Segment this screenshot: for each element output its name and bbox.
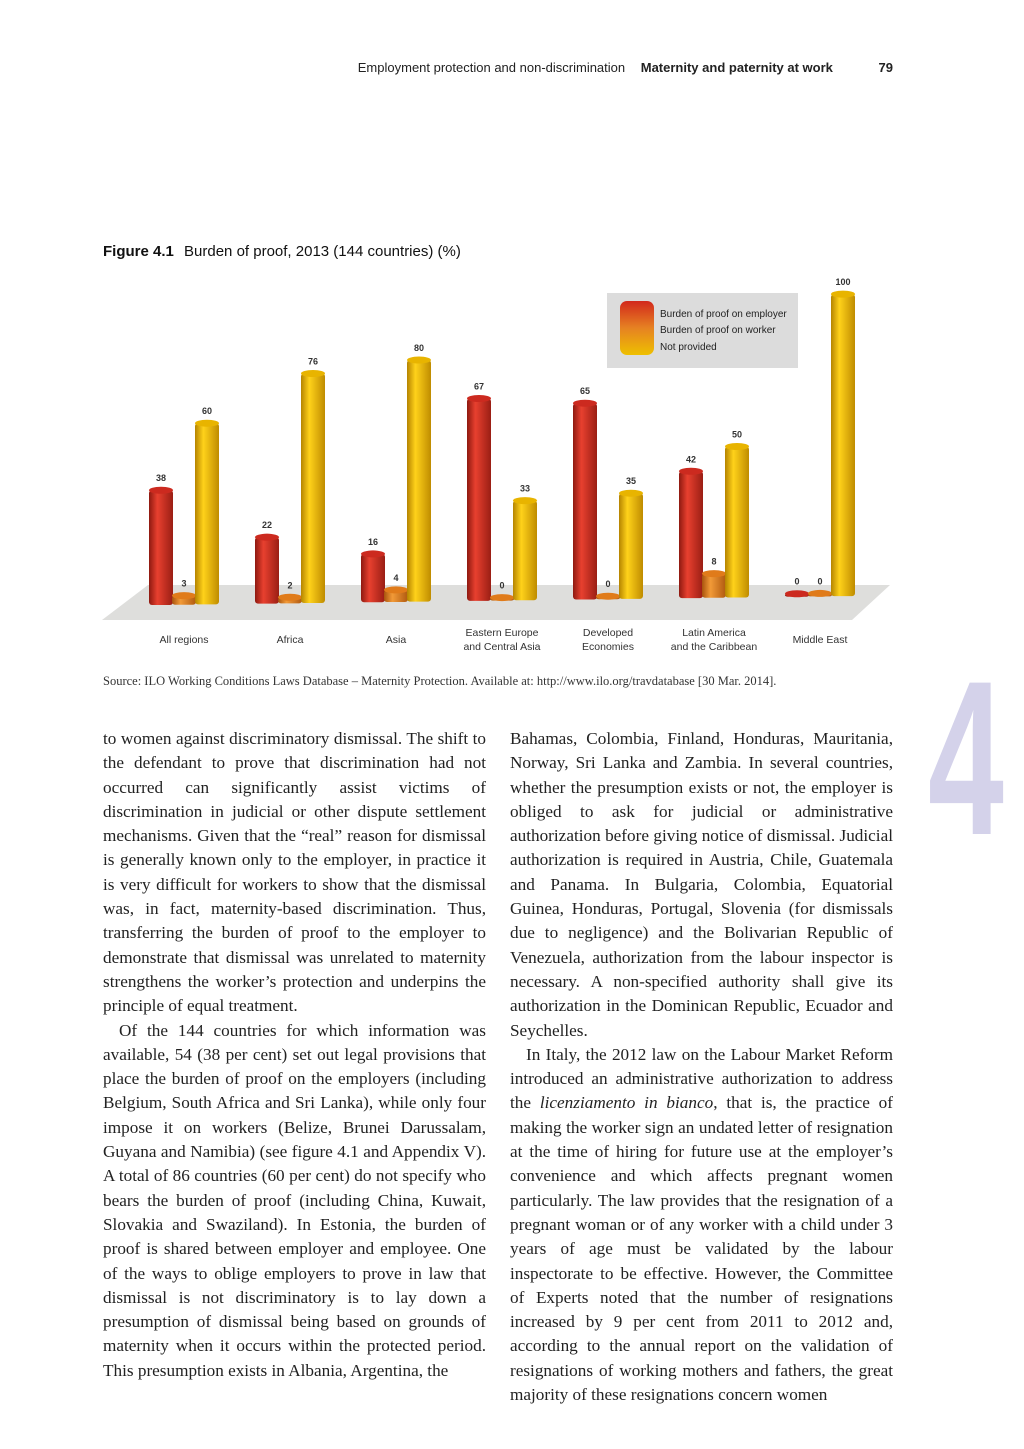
- bar-not-provided: [195, 423, 219, 604]
- value-label: 65: [579, 386, 591, 397]
- bar-not-provided: [407, 360, 431, 602]
- italic-term: licenziamento in bianco: [539, 1093, 714, 1113]
- figure-title: [103, 243, 461, 260]
- bar-cap-worker: [384, 586, 408, 593]
- legend-swatch: [620, 301, 654, 355]
- bar-cap-not-provided: [831, 291, 855, 298]
- bar-cap-not-provided: [725, 443, 749, 450]
- text-run: In Italy, the 2012 law on the Labour Market Reform introduced an administrative authorization to address the: [510, 1044, 893, 1113]
- bar-employer: [361, 554, 385, 602]
- bar-not-provided: [513, 501, 537, 601]
- category-label: Middle East: [792, 634, 848, 646]
- body-right-column: [510, 727, 893, 1407]
- figure-source: Source: ILO Working Conditions Laws Database – Maternity Protection. Available at: http://www.ilo.org/travdatabase [30 Mar. 2014].: [103, 674, 777, 688]
- value-label: 0: [499, 580, 505, 591]
- value-label: 35: [625, 476, 637, 487]
- bar-cap-worker: [596, 593, 620, 600]
- category-label: Africa: [276, 634, 304, 646]
- bar-cap-worker: [808, 590, 832, 597]
- bar-not-provided: [831, 294, 855, 596]
- value-label: 8: [711, 556, 717, 567]
- bar-cap-worker: [702, 570, 726, 577]
- value-label: 38: [155, 473, 167, 484]
- value-label: 42: [685, 454, 697, 465]
- legend: [607, 293, 798, 368]
- category-label: Latin America and the Caribbean: [670, 627, 758, 653]
- bar-employer: [679, 471, 703, 598]
- body-left-column: [103, 727, 486, 1383]
- value-label: 33: [519, 483, 531, 494]
- category-label-group: [159, 627, 847, 653]
- bar-cap-not-provided: [195, 420, 219, 427]
- bar-cap-employer: [573, 400, 597, 407]
- value-label: 0: [605, 579, 611, 590]
- value-label: 67: [473, 381, 485, 392]
- value-label: 50: [731, 429, 743, 440]
- bar-employer: [255, 537, 279, 603]
- paragraph: to women against discriminatory dismissal. The shift to the defendant to prove that discrimination had not occurred can significantly assist victims of discrimination in judicial or other dispute settlement mechanisms. Given that the “real” reason for dismissal is generally known only to the employer, in practice it is very difficult for workers to show that the dismissal was, in fact, maternity-based discrimination. Thus, transferring the burden of proof to the employer to demonstrate that dismissal was unrelated to maternity strengthens the worker’s protection and underpins the principle of equal treatment.: [103, 729, 486, 1016]
- value-label: 100: [835, 277, 851, 288]
- running-header-chapter: Maternity and paternity at work: [640, 60, 833, 75]
- bar-employer: [573, 403, 597, 599]
- figure-title-text: Burden of proof, 2013 (144 countries) (%): [184, 243, 461, 260]
- value-label: 3: [181, 578, 187, 589]
- bar-cap-not-provided: [619, 490, 643, 497]
- running-header: [0, 60, 893, 75]
- bar-not-provided: [725, 447, 749, 598]
- paragraph: Bahamas, Colombia, Finland, Honduras, Mauritania, Norway, Sri Lanka and Zambia. In several countries, whether the presumption exists or not, the employer is obliged to ask for judicial or administrative authorization before giving notice of dismissal. Judicial authorization is required in Austria, Chile, Guatemala and Panama. In Bulgaria, Colombia, Equatorial Guinea, Honduras, Portugal, Slovenia (for dismissals due to negligence) and the Bolivarian Republic of Venezuela, authorization from the labour inspector is necessary. A non-specified authority shall give its authorization in the Dominican Republic, Ecuador and Seychelles.: [510, 729, 893, 1040]
- bar-cap-worker: [278, 594, 302, 601]
- legend-entry-worker: Burden of proof on worker: [660, 325, 776, 336]
- bar-employer: [467, 399, 491, 601]
- value-label: 0: [817, 576, 823, 587]
- value-label: 76: [307, 356, 319, 367]
- bar-cap-worker: [172, 592, 196, 599]
- paragraph: Of the 144 countries for which information was available, 54 (38 per cent) set out legal provisions that place the burden of proof on the employers (including Belgium, South Africa and Sri Lanka), while only four impose it on workers (Belize, Brunei Darussalam, Guyana and Namibia) (see figure 4.1 and Appendix V). A total of 86 countries (60 per cent) do not specify who bears the burden of proof (including China, Kuwait, Slovakia and Swaziland). In Estonia, the burden of proof is shared between employer and employee. One of the ways to oblige employers to prove in law that dismissal is not discriminatory is to lay down a presumption of dismissal being based on grounds of maternity when it occurs within the protected period. This presumption exists in Albania, Argentina, the: [103, 1020, 486, 1380]
- legend-entry-employer: Burden of proof on employer: [660, 309, 787, 320]
- category-label: Asia: [385, 634, 407, 646]
- paragraph: [510, 1043, 893, 1407]
- bar-cap-employer: [467, 395, 491, 402]
- value-label: 16: [367, 536, 379, 547]
- bar-not-provided: [301, 374, 325, 604]
- bar-cap-employer: [149, 487, 173, 494]
- bar-not-provided: [619, 493, 643, 599]
- bar-cap-employer: [785, 590, 809, 597]
- text-run: , that is, the practice of making the worker sign an undated letter of resignation at the time of hiring for future use at the employer’s convenience and which affects pregnant women particularly. The law provides that the resignation of a pregnant woman or of any worker with a child under 3 years of age must be validated by the labour inspectorate to be effective. However, the Committee of Experts noted that the number of resignations increased by 9 per cent from 2011 to 2012 and, according to the annual report on the validation of resignations of working mothers and fathers, the great majority of these resignations concern women: [510, 1093, 893, 1405]
- value-label: 2: [287, 580, 293, 591]
- bar-cap-not-provided: [407, 357, 431, 364]
- category-label: Eastern Europe and Central Asia: [463, 627, 541, 653]
- page-number: 79: [878, 60, 893, 75]
- figure-label: Figure 4.1: [103, 243, 174, 260]
- burden-of-proof-chart: [0, 270, 1024, 670]
- bar-cap-employer: [255, 534, 279, 541]
- value-label: 60: [201, 406, 213, 417]
- category-label: All regions: [159, 634, 209, 646]
- chapter-marker: 4: [928, 635, 1004, 881]
- bar-cap-worker: [490, 594, 514, 601]
- bar-employer: [149, 490, 173, 605]
- value-label: 80: [413, 343, 425, 354]
- legend-entry-not-provided: Not provided: [660, 342, 717, 353]
- bar-cap-not-provided: [301, 370, 325, 377]
- bar-cap-employer: [361, 550, 385, 557]
- bar-cap-employer: [679, 468, 703, 475]
- category-label: Developed Economies: [582, 627, 634, 653]
- bar-worker: [702, 574, 726, 598]
- value-label: 4: [393, 572, 399, 583]
- chart-floor: [102, 585, 890, 620]
- bar-cap-not-provided: [513, 497, 537, 504]
- value-label: 22: [261, 520, 273, 531]
- value-label: 0: [794, 576, 800, 587]
- running-header-section: Employment protection and non-discrimination: [357, 60, 626, 75]
